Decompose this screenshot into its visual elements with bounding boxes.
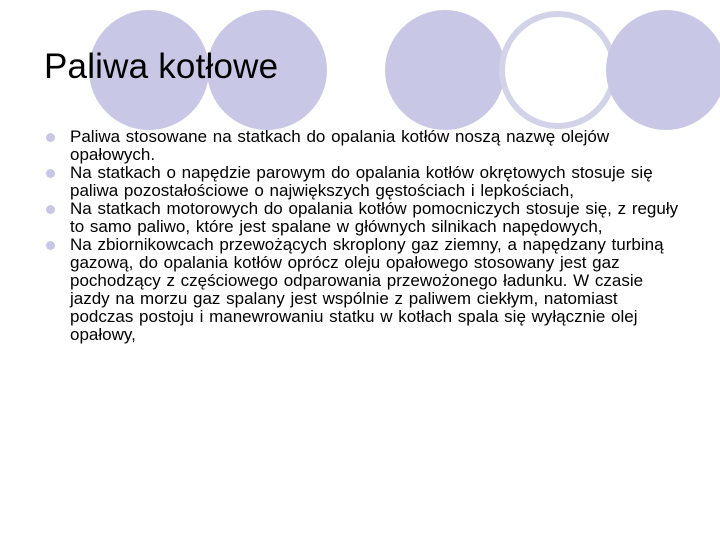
bullet-text-4: Na zbiornikowcach przewożących skroplony gaz ziemny, a napędzany turbiną gazową, do opalania kotłów oprócz oleju opałowego stosowany jest gaz pochodzący z częściowego odparowania przewożonego ładunku. W czasie jazdy na morzu gaz spalany jest wspólnie z paliwem ciekłym, natomiast podczas postoju i manewrowaniu statku w kotłach spala się wyłącznie olej opałowy, xyxy=(70,235,664,344)
bullet-list xyxy=(46,128,682,344)
bullet-text-2: Na statkach o napędzie parowym do opalania kotłów okrętowych stosuje się paliwa pozostałościowe o największych gęstościach i lepkościach, xyxy=(70,163,653,200)
ring-decoration-4 xyxy=(502,14,614,126)
slide-title: Paliwa kotłowe xyxy=(44,47,279,86)
bullet-item-2 xyxy=(46,164,682,200)
bullet-dot-icon xyxy=(46,133,55,142)
bullet-item-4 xyxy=(46,236,682,344)
bullet-item-3 xyxy=(46,200,682,236)
bullet-item-1 xyxy=(46,128,682,164)
bullet-text-3: Na statkach motorowych do opalania kotłów pomocniczych stosuje się, z reguły to samo paliwo, które jest spalane w głównych silnikach napędowych, xyxy=(70,199,679,236)
circle-decoration-5 xyxy=(606,10,720,130)
bullet-dot-icon xyxy=(46,169,55,178)
circle-decoration-3 xyxy=(385,10,505,130)
bullet-text-1: Paliwa stosowane na statkach do opalania kotłów noszą nazwę olejów opałowych. xyxy=(70,127,610,164)
bullet-dot-icon xyxy=(46,241,55,250)
bullet-dot-icon xyxy=(46,205,55,214)
